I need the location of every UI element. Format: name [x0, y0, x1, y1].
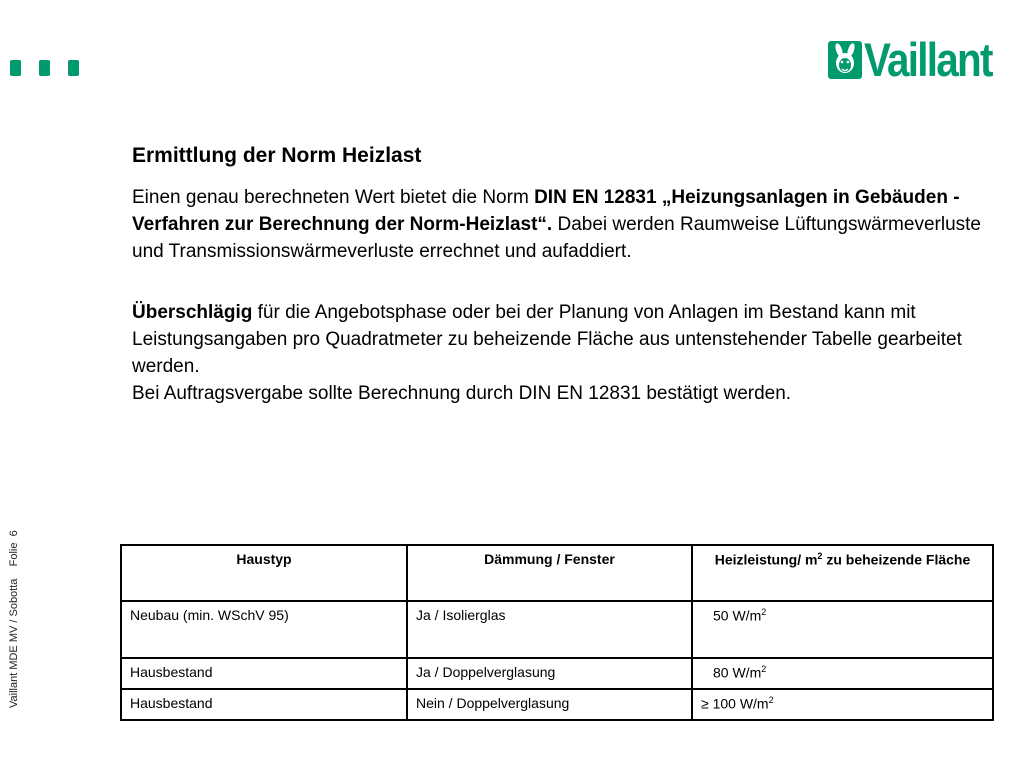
vaillant-logo: [828, 33, 1013, 86]
value-text: 80 W/m: [713, 664, 762, 681]
cell-value: [692, 658, 993, 689]
table-row: [121, 658, 993, 689]
cell-haustyp: Hausbestand: [121, 689, 407, 720]
brand-dot: [39, 60, 50, 76]
value-superscript: 2: [768, 695, 774, 705]
page-title: Ermittlung der Norm Heizlast: [132, 144, 422, 167]
cell-daemmung: Ja / Doppelverglasung: [407, 658, 692, 689]
cell-daemmung: Ja / Isolierglas: [407, 601, 692, 658]
main-content: [132, 144, 992, 407]
logo-text: Vaillant: [864, 33, 992, 86]
brand-dot: [10, 60, 21, 76]
hare-logo-icon: [828, 41, 862, 79]
header-heizleistung: [692, 545, 993, 601]
cell-daemmung: Nein / Doppelverglasung: [407, 689, 692, 720]
table-row: [121, 601, 993, 658]
footer-label: Vaillant MDE MV / Sobotta Folie 6: [8, 530, 20, 708]
estimate-text: für die Angebotsphase oder bei der Planung von Anlagen im Bestand kann mit Leistungsangaben pro Quadratmeter zu beheizende Fläche aus untenstehender Tabelle gearbeitet werden.: [132, 302, 962, 377]
cell-haustyp: Hausbestand: [121, 658, 407, 689]
value-superscript: 2: [761, 607, 767, 617]
cell-haustyp: Neubau (min. WSchV 95): [121, 601, 407, 658]
header-daemmung: Dämmung / Fenster: [407, 545, 692, 601]
heizlast-table-wrap: [120, 544, 994, 721]
header-haustyp: Haustyp: [121, 545, 407, 601]
table-row: [121, 689, 993, 720]
value-text: ≥ 100 W/m: [701, 695, 769, 712]
brand-dot: [68, 60, 79, 76]
cell-value: [692, 601, 993, 658]
cell-value: [692, 689, 993, 720]
estimate-keyword: Überschlägig: [132, 302, 253, 323]
header-heizleistung-b: zu beheizende Fläche: [822, 551, 971, 568]
heizlast-table: [120, 544, 994, 721]
brand-dots: [10, 60, 79, 76]
table-header-row: [121, 545, 993, 601]
intro-text-continued: Dabei werden Raumweise Lüftungswärmeverluste und Transmissionswärmeverluste errechnet und aufaddiert.: [132, 214, 981, 262]
norm-reference: DIN EN 12831 „Heizungsanlagen in Gebäuden - Verfahren zur Berechnung der Norm-Heizlast“.: [132, 187, 960, 235]
header-heizleistung-a: Heizleistung/ m: [714, 551, 818, 568]
value-text: 50 W/m: [713, 607, 762, 624]
confirmation-text: Bei Auftragsvergabe sollte Berechnung durch DIN EN 12831 bestätigt werden.: [132, 383, 792, 404]
header-superscript: 2: [817, 551, 823, 561]
estimate-paragraph: [132, 299, 992, 407]
intro-paragraph: [132, 184, 992, 265]
value-superscript: 2: [761, 664, 767, 674]
intro-text: Einen genau berechneten Wert bietet die Norm: [132, 187, 535, 208]
